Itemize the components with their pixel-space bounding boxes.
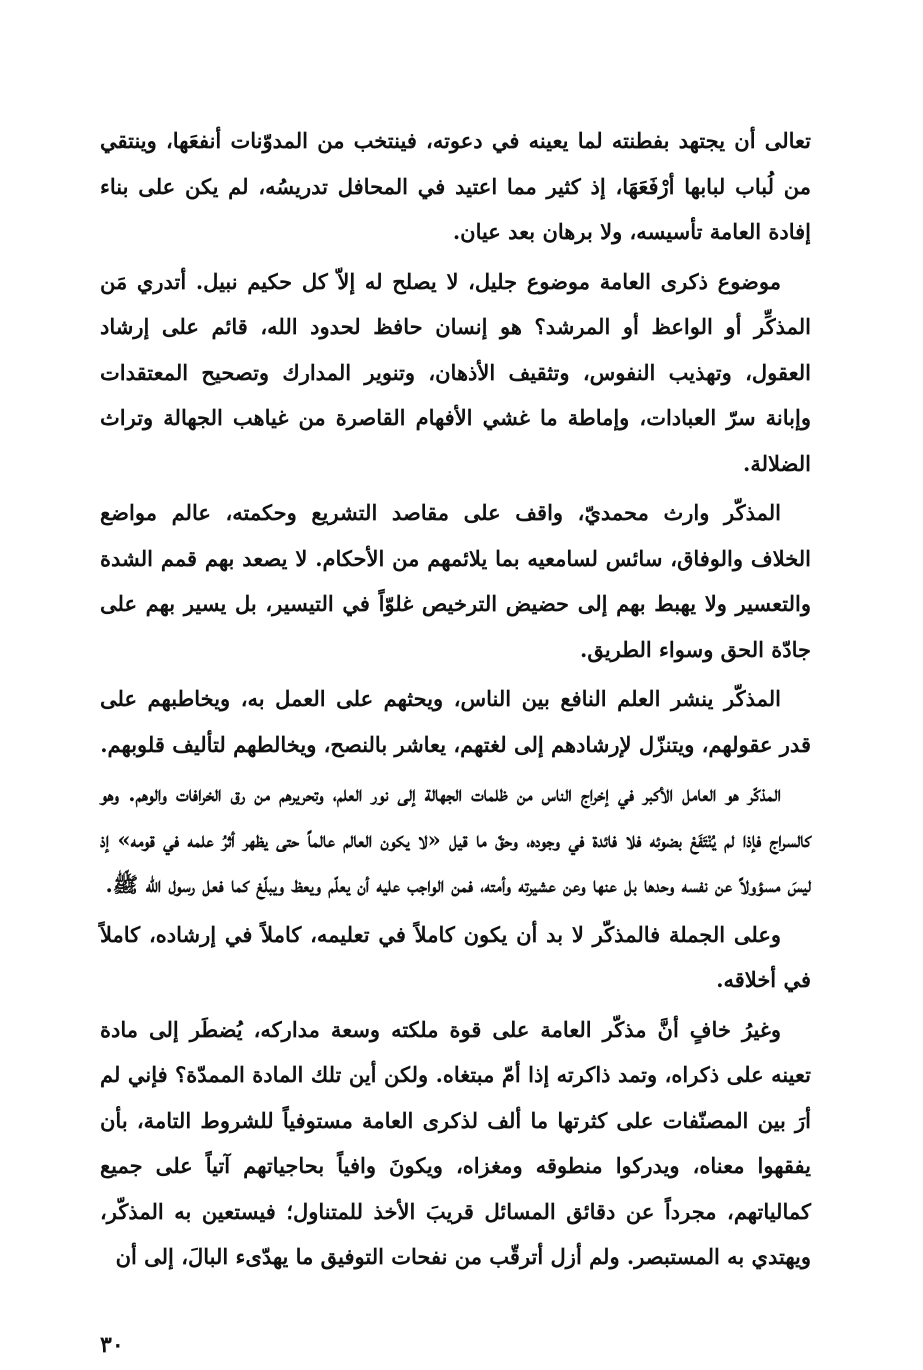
paragraph-7: وغيرُ خافٍ أنَّ مذكّر العامة على قوة ملكته وسعة مداركه، يُضطَر إلى مادة تعينه على ذكراه، وتمد ذاكرته إذا أمّ مبتغاه. ولكن أين تلك المادة الممدّة؟ فإني لم أرَ بين المصنّفات على كثرتها ما ألف لذكرى العامة مستوفياً للشروط التامة، بأن يفقهوا معناه، ويدركوا منطوقه ومغزاه، ويكونَ وافياً بحاجياتهم آتياً على جميع كمالياتهم، مجرداً عن دقائق المسائل قريبَ الأخذ للمتناول؛ فيستعين به المذكّر، ويهتدي به المستبصر. ولم أزل أترقّب من نفحات التوفيق ما يهدّىء البالَ، إلى أن: [100, 1016, 811, 1269]
paragraph-5: المذكّر هو العامل الأكبر في إخراج الناس من ظلمات الجهالة إلى نور العلم، وتحريرهم من رق الخرافات والوهم. وهو كالسراج فإذا لم يُنْتَفَعْ بضوئه فلا فائدة في وجوده، وحقّ ما قيل «لا يكون العالم عالماً حتى يظهر أثرُ علمه في قومه» إذ ليسَ مسؤولاً عن نفسه وحدها بل عنها وعن عشيرته وأمته، فمن الواجب عليه أن يعلّم ويعظ ويبلّغ كما فعل رسول الله ﷺ.: [100, 781, 811, 897]
page-number: ٣٠: [100, 1332, 124, 1358]
paragraph-6: وعلى الجملة فالمذكّر لا بد أن يكون كاملاً في تعليمه، كاملاً في إرشاده، كاملاً في أخلاقه.: [100, 921, 811, 992]
paragraph-3: المذكّر وارث محمديّ، واقف على مقاصد التشريع وحكمته، عالم مواضع الخلاف والوفاق، سائس لسامعيه بما يلائمهم من الأحكام. لا يصعد بهم قمم الشدة والتعسير ولا يهبط بهم إلى حضيض الترخيص غلوّاً في التيسير، بل يسير بهم على جادّة الحق وسواء الطريق.: [100, 500, 811, 662]
paragraph-1: تعالى أن يجتهد بفطنته لما يعينه في دعوته، فينتخب من المدوّنات أنفعَها، وينتقي من لُباب لبابها أرْفَعَهَا، إذ كثير مما اعتيد في المحافل تدريسُه، لم يكن على بناء إفادة العامة تأسيسه، ولا برهان بعد عيان.: [100, 128, 811, 244]
body-text: [100, 118, 811, 1280]
paragraph-4: المذكّر ينشر العلم النافع بين الناس، ويحثهم على العمل به، ويخاطبهم على قدر عقولهم، ويتنزّل لإرشادهم إلى لغتهم، يعاشر بالنصح، ويخالطهم لتأليف قلوبهم.: [100, 686, 811, 757]
paragraph-2: موضوع ذكرى العامة موضوع جليل، لا يصلح له إلاّ كل حكيم نبيل. أتدري مَن المذكِّر أو الواعظ أو المرشد؟ هو إنسان حافظ لحدود الله، قائم على إرشاد العقول، وتهذيب النفوس، وتثقيف الأذهان، وتنوير المدارك وتصحيح المعتقدات وإبانة سرّ العبادات، وإماطة ما غشي الأفهام القاصرة من غياهب الجهالة وتراث الضلالة.: [100, 268, 811, 476]
